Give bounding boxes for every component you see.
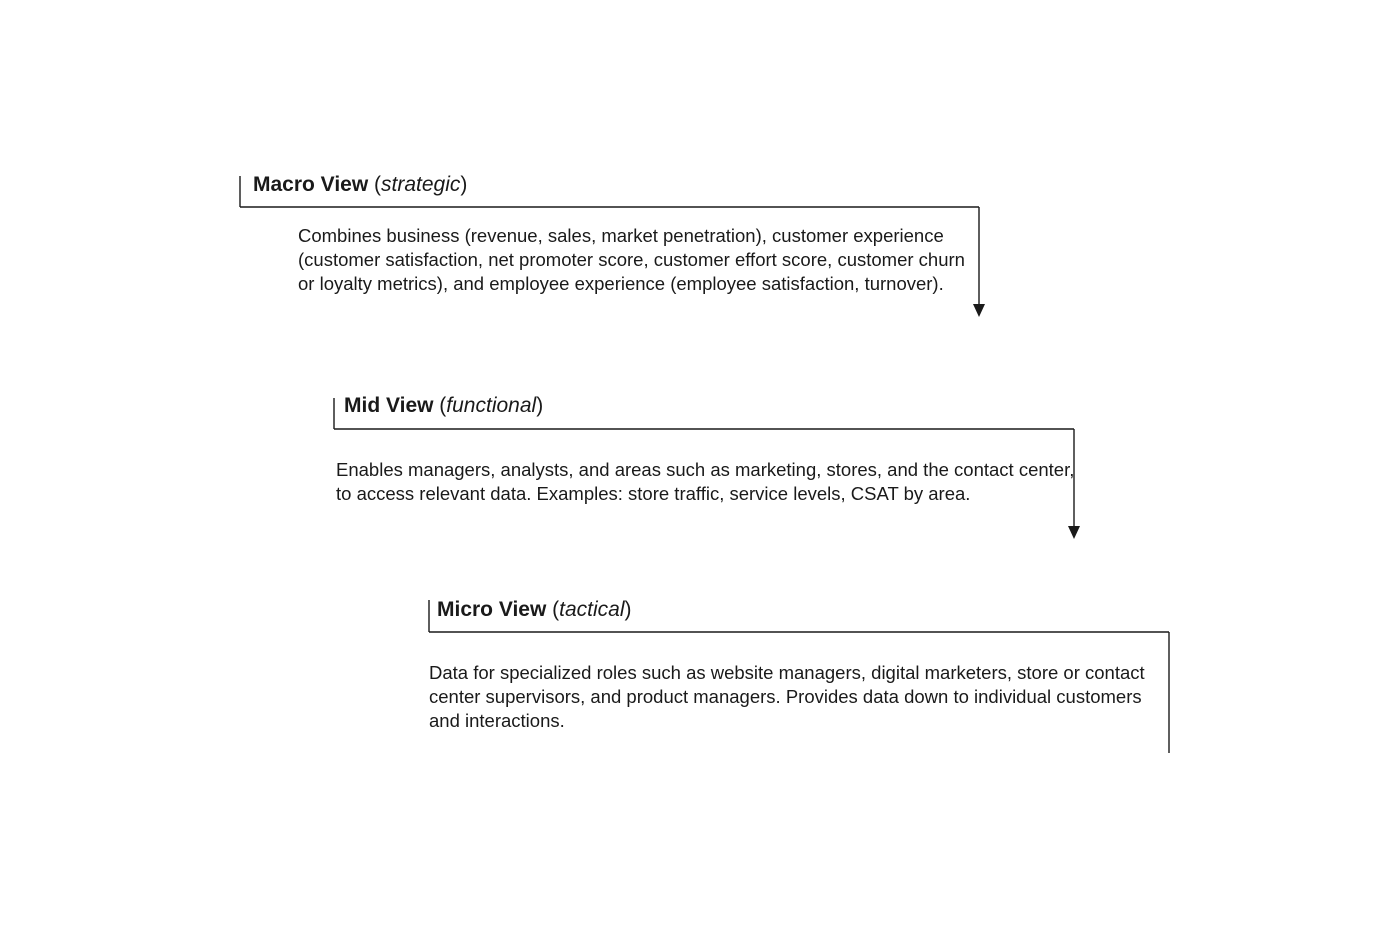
mid-arrowhead-icon	[1068, 526, 1080, 539]
macro-view-name: Macro View	[253, 173, 369, 196]
micro-view-title: Micro View (tactical)	[437, 598, 632, 621]
mid-view-title: Mid View (functional)	[344, 394, 544, 417]
mid-view-qualifier: functional	[446, 394, 537, 417]
micro-view-description: Data for specialized roles such as website managers, digital marketers, store or contact center supervisors, and product managers. Provides data down to individual customers and interactions.	[429, 662, 1145, 731]
macro-view-qualifier: strategic	[381, 173, 461, 196]
micro-view-qualifier: tactical	[559, 598, 625, 621]
macro-view-description: Combines business (revenue, sales, market penetration), customer experience (customer satisfaction, net promoter score, customer effort score, customer churn or loyalty metrics), and employee experience (employee satisfaction, turnover).	[298, 225, 965, 294]
macro-arrowhead-icon	[973, 304, 985, 317]
mid-view-name: Mid View	[344, 394, 434, 417]
mid-view-description: Enables managers, analysts, and areas such as marketing, stores, and the contact center, to access relevant data. Examples: store traffic, service levels, CSAT by area.	[336, 459, 1075, 504]
macro-view-title: Macro View (strategic)	[253, 173, 468, 196]
micro-view-name: Micro View	[437, 598, 547, 621]
